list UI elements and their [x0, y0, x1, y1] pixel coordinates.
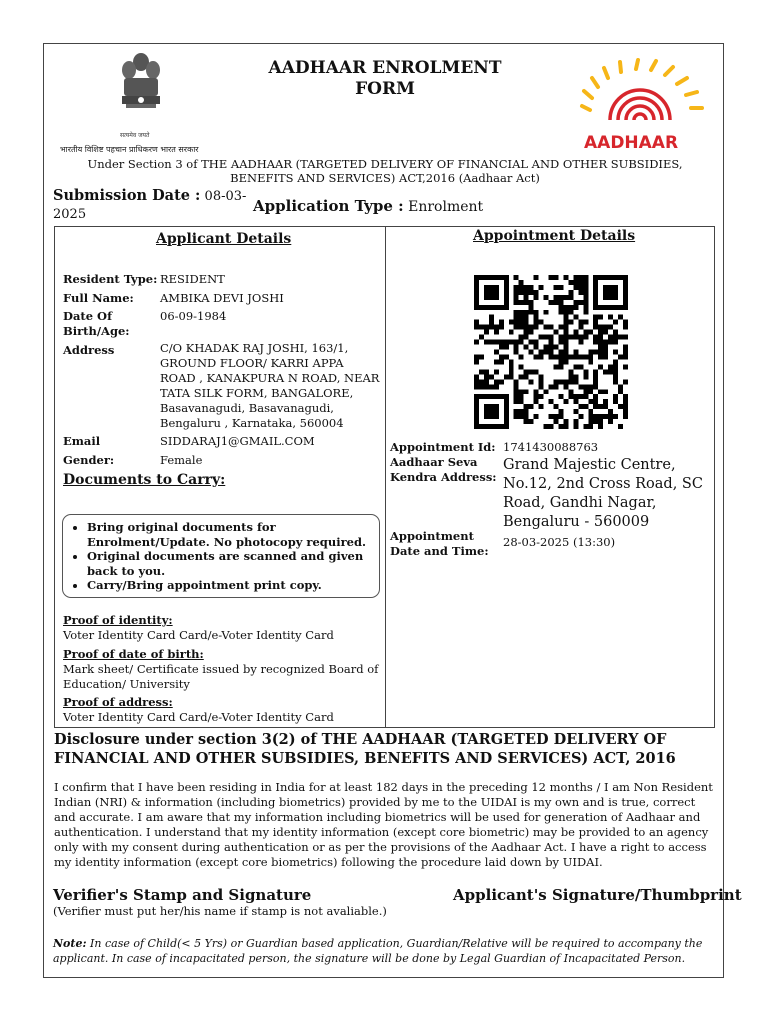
appointment-datetime-value: 28-03-2025 (13:30)	[503, 535, 616, 549]
dob-label: Date Of Birth/Age:	[63, 309, 130, 338]
application-type-value: Enrolment	[408, 199, 484, 215]
documents-bullet-box	[62, 514, 380, 598]
application-type-label: Application Type :	[253, 197, 404, 215]
full-name-value: AMBIKA DEVI JOSHI	[160, 291, 284, 305]
note-text: In case of Child(< 5 Yrs) or Guardian based application, Guardian/Relative will be required to accompany the applicant. In case of incapacitated person, the signature will be done by Legal Guardian of Incapacitated Person.	[53, 937, 703, 965]
appointment-datetime-label: Appointment Date and Time:	[390, 529, 489, 558]
proof-address-value: Voter Identity Card Card/e-Voter Identity Card	[63, 710, 334, 724]
gender-value: Female	[160, 453, 203, 467]
submission-date-value: 08-03-2025	[53, 189, 247, 222]
dob-value: 06-09-1984	[160, 309, 227, 323]
submission-date	[53, 187, 248, 224]
applicant-signature-label: Applicant's Signature/Thumbprint	[453, 886, 742, 904]
proof-identity-value: Voter Identity Card Card/e-Voter Identity Card	[63, 628, 334, 642]
verifier-note: (Verifier must put her/his name if stamp is not avaliable.)	[53, 904, 387, 918]
proof-identity-label: Proof of identity:	[63, 613, 173, 627]
list-item: • Carry/Bring appointment print copy.	[87, 578, 369, 593]
documents-heading: Documents to Carry:	[63, 472, 226, 488]
national-emblem-icon	[118, 52, 164, 130]
appointment-id-label: Appointment Id:	[390, 440, 496, 454]
documents-list	[73, 520, 369, 593]
submission-date-label: Submission Date :	[53, 187, 201, 204]
act-reference: Under Section 3 of THE AADHAAR (TARGETED DELIVERY OF FINANCIAL AND OTHER SUBSIDIES, BENEFITS AND SERVICES) ACT,2016 (Aadhaar Act)	[87, 157, 683, 185]
proofs-section	[63, 613, 381, 725]
title-line-1: AADHAAR ENROLMENT	[268, 58, 502, 78]
list-item: • Bring original documents for Enrolment/Update. No photocopy required.	[87, 520, 369, 549]
email-label: Email	[63, 434, 101, 448]
disclosure-title: Disclosure under section 3(2) of THE AADHAAR (TARGETED DELIVERY OF FINANCIAL AND OTHER SUBSIDIES, BENEFITS AND SERVICES) ACT, 2016	[54, 731, 676, 767]
address-value: C/O KHADAK RAJ JOSHI, 163/1, GROUND FLOOR/ KARRI APPA ROAD , KANAKPURA N ROAD, NEAR TATA SILK FORM, BANGALORE, Basavanagudi, Basavanagudi, Bengaluru , Karnataka, 560004	[160, 341, 380, 430]
full-name-label: Full Name:	[63, 291, 134, 305]
resident-type-label: Resident Type:	[63, 272, 158, 286]
hindi-org-name: भारतीय विशिष्ट पहचान प्राधिकरण भारत सरकार	[60, 145, 199, 154]
page-title	[250, 58, 520, 100]
list-item: • Original documents are scanned and given back to you.	[87, 549, 369, 578]
title-line-2: FORM	[355, 79, 415, 99]
application-type	[253, 197, 483, 215]
aadhaar-sun-icon	[578, 58, 712, 154]
gender-label: Gender:	[63, 453, 115, 467]
kendra-address-label: Aadhaar Seva Kendra Address:	[390, 455, 497, 484]
disclosure-body: I confirm that I have been residing in India for at least 182 days in the preceding 12 months / I am Non Resident Indian (NRI) & information (including biometrics) provided by me to the UIDAI is my own and is true, correct and accurate. I am aware that my information including biometrics will be used for generation of Aadhaar and authentication. I understand that my identity information (except core biometric) may be provided to an agency only with my consent during authentication or as per the provisions of the Aadhaar Act. I have a right to access my identity information (except core biometrics) following the procedure laid down by UIDAI.	[54, 780, 713, 869]
applicant-details-heading: Applicant Details	[156, 231, 292, 247]
appointment-id-value: 1741430088763	[503, 440, 599, 454]
appointment-qr-code	[474, 274, 628, 430]
note-label: Note:	[53, 937, 87, 950]
appointment-details-heading: Appointment Details	[473, 228, 636, 244]
email-value: SIDDARAJ1@GMAIL.COM	[160, 434, 315, 448]
resident-type-value: RESIDENT	[160, 272, 225, 286]
address-label: Address	[63, 343, 115, 357]
guardian-note	[53, 936, 721, 966]
proof-birth-value: Mark sheet/ Certificate issued by recognized Board of Education/ University	[63, 662, 379, 691]
proof-address-label: Proof of address:	[63, 695, 173, 709]
kendra-address-value: Grand Majestic Centre, No.12, 2nd Cross Road, SC Road, Gandhi Nagar, Bengaluru - 560009	[503, 457, 703, 530]
proof-birth-label: Proof of date of birth:	[63, 647, 204, 661]
emblem-motto: सत्यमेव जयते	[120, 132, 150, 139]
logo-text: AADHAAR	[584, 133, 679, 153]
verifier-signature-label: Verifier's Stamp and Signature	[53, 886, 312, 904]
aadhaar-logo	[578, 58, 712, 154]
